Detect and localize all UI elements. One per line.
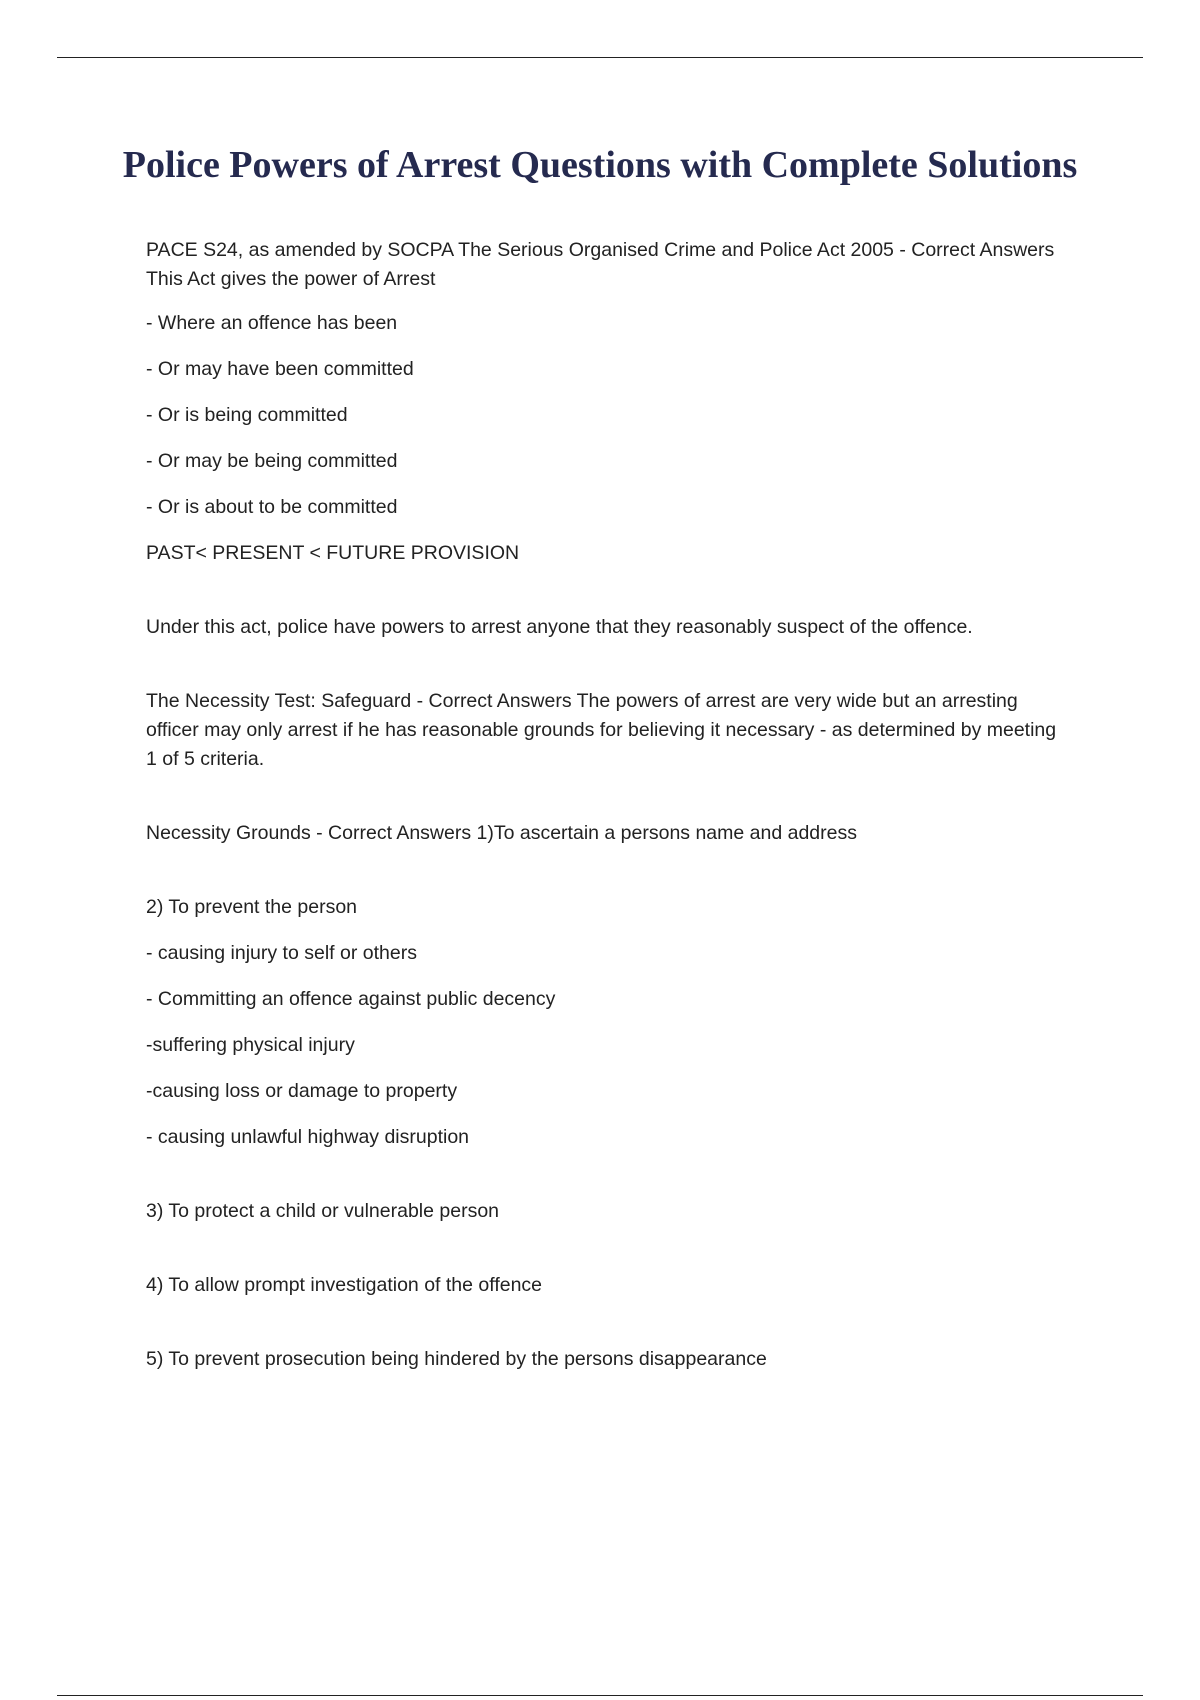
ground-3: 3) To protect a child or vulnerable person: [146, 1200, 500, 1222]
ground-2-bullet: - Committing an offence against public decency: [146, 988, 556, 1010]
ground-2-bullet: -causing loss or damage to property: [146, 1080, 458, 1102]
pace-bullet: - Or may have been committed: [146, 358, 414, 380]
pace-note: Under this act, police have powers to arrest anyone that they reasonably suspect of the offence.: [146, 616, 973, 638]
pace-intro: PACE S24, as amended by SOCPA The Serious Organised Crime and Police Act 2005 - Correct Answers This Act gives the power of Arrest: [146, 239, 1055, 290]
document-title: Police Powers of Arrest Questions with Complete Solutions: [122, 144, 1078, 186]
ground-5: 5) To prevent prosecution being hindered by the persons disappearance: [146, 1348, 767, 1370]
pace-bullet: - Or is being committed: [146, 404, 348, 426]
ground-2: 2) To prevent the person: [146, 896, 358, 918]
document-body: [146, 236, 1066, 1389]
ground-2-bullet: - causing injury to self or others: [146, 942, 417, 964]
pace-bullet: - Where an offence has been: [146, 312, 398, 334]
ground-2-bullet: -suffering physical injury: [146, 1034, 355, 1056]
ground-4: 4) To allow prompt investigation of the offence: [146, 1274, 543, 1296]
top-divider: [57, 57, 1143, 58]
necessity-grounds-intro: Necessity Grounds - Correct Answers 1)To ascertain a persons name and address: [146, 822, 857, 844]
ground-2-bullet: - causing unlawful highway disruption: [146, 1126, 470, 1148]
pace-provision: PAST< PRESENT < FUTURE PROVISION: [146, 542, 520, 564]
bottom-divider: [57, 1695, 1143, 1696]
pace-bullet: - Or is about to be committed: [146, 496, 398, 518]
necessity-test: The Necessity Test: Safeguard - Correct Answers The powers of arrest are very wide but an arresting officer may only arrest if he has reasonable grounds for believing it necessary - as determined by meeting 1 of 5 criteria.: [146, 690, 1057, 770]
pace-bullet: - Or may be being committed: [146, 450, 398, 472]
